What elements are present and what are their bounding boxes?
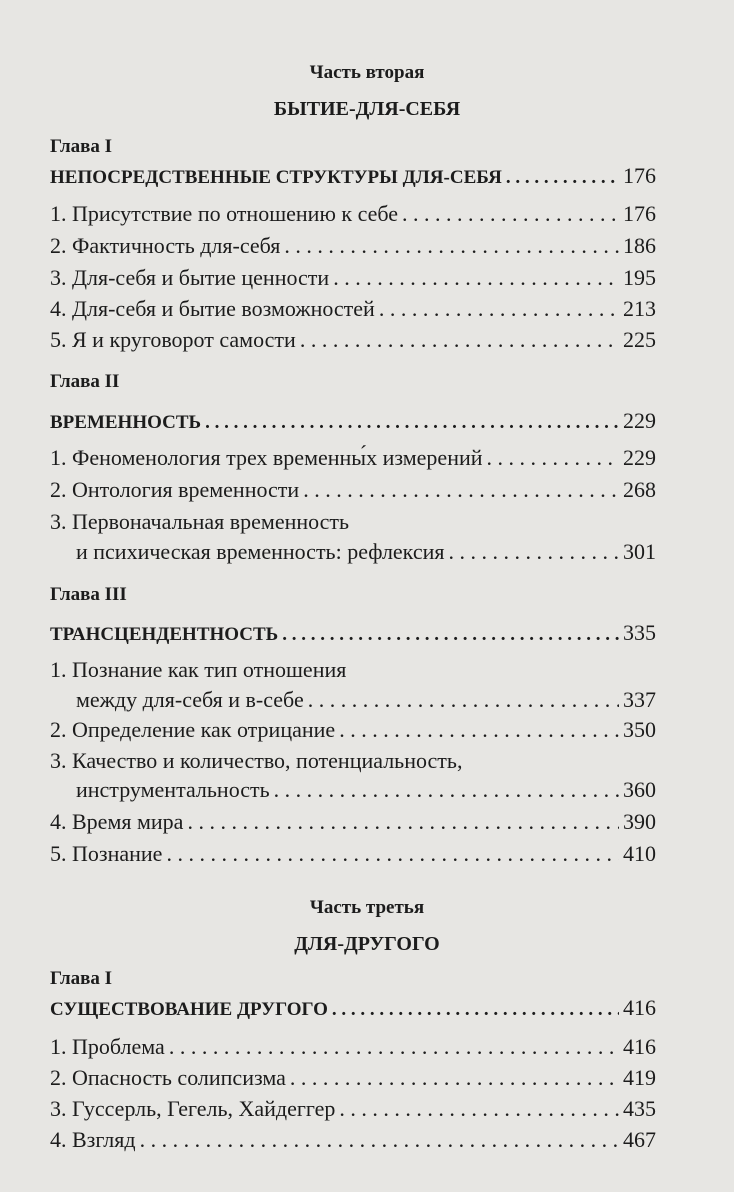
dot-leader: [379, 296, 619, 322]
chapter-title-row: [50, 995, 656, 1025]
entry-title: 4. Взгляд: [50, 1127, 136, 1152]
page-number: 186: [623, 233, 656, 258]
toc-entry: [50, 201, 656, 231]
page-number: 225: [623, 327, 656, 352]
chapter-label: Глава II: [50, 371, 120, 392]
entry-title: 3. Гуссерль, Гегель, Хайдеггер: [50, 1096, 336, 1121]
toc-entry: [50, 717, 656, 747]
dot-leader: [303, 477, 619, 503]
toc-entry: [50, 296, 656, 326]
entry-title-line2: между для-себя и в-себе: [76, 687, 304, 712]
page-number: 195: [623, 265, 656, 290]
dot-leader: [333, 265, 619, 291]
toc-entry: [50, 327, 656, 357]
dot-leader: [284, 233, 619, 259]
chapter-title-row: [50, 620, 656, 650]
entry-title-line1: 3. Первоначальная временность: [50, 509, 350, 534]
dot-leader: [300, 327, 619, 353]
entry-title-line1: 1. Познание как тип отношения: [50, 657, 347, 682]
page-number: 213: [623, 296, 656, 321]
page-number: 176: [623, 201, 656, 226]
dot-leader: [506, 167, 619, 189]
page-number: 229: [623, 408, 656, 433]
toc-entry: [50, 809, 656, 839]
chapter-title-row: [50, 163, 656, 193]
entry-title: 1. Присутствие по отношению к себе: [50, 201, 399, 226]
chapter-title: ТРАНСЦЕНДЕНТНОСТЬ: [50, 624, 279, 645]
toc-entry: [50, 1096, 656, 1126]
page-number: 467: [623, 1127, 656, 1152]
page-number: 390: [623, 809, 656, 834]
page-number: 416: [623, 1034, 656, 1059]
toc-entry: [50, 265, 656, 295]
page-number: 176: [623, 163, 656, 188]
part-label: Часть вторая: [309, 62, 425, 83]
dot-leader: [308, 687, 619, 713]
dot-leader: [402, 201, 619, 227]
page-number: 337: [623, 687, 656, 712]
toc-entry: [50, 841, 656, 871]
entry-title: 2. Определение как отрицание: [50, 717, 336, 742]
dot-leader: [274, 777, 619, 803]
toc-entry: [50, 1034, 656, 1064]
toc-entry: [50, 777, 656, 807]
part-title: ДЛЯ-ДРУГОГО: [294, 933, 440, 955]
toc-entry: [50, 477, 656, 507]
entry-title: 5. Я и круговорот самости: [50, 327, 296, 352]
part-label: Часть третья: [309, 897, 425, 918]
entry-title-line2: и психическая временность: рефлексия: [76, 539, 445, 564]
toc-entry: [50, 687, 656, 717]
entry-title: 2. Фактичность для-себя: [50, 233, 281, 258]
chapter-title-row: [50, 408, 656, 438]
entry-title: 2. Онтология временности: [50, 477, 300, 502]
entry-title: 1. Проблема: [50, 1034, 165, 1059]
page-number: 419: [623, 1065, 656, 1090]
page-number: 435: [623, 1096, 656, 1121]
page-number: 360: [623, 777, 656, 802]
entry-title: 4. Время мира: [50, 809, 184, 834]
part-title: БЫТИЕ-ДЛЯ-СЕБЯ: [273, 98, 461, 120]
page-number: 268: [623, 477, 656, 502]
dot-leader: [332, 999, 619, 1021]
toc-entry: [50, 539, 656, 569]
chapter-label: Глава III: [50, 584, 127, 605]
page-number: 410: [623, 841, 656, 866]
toc-entry: [50, 233, 656, 263]
chapter-title: СУЩЕСТВОВАНИЕ ДРУГОГО: [50, 999, 328, 1020]
chapter-label: Глава I: [50, 968, 113, 989]
dot-leader: [339, 1096, 619, 1122]
dot-leader: [339, 717, 619, 743]
dot-leader: [140, 1127, 619, 1153]
dot-leader: [282, 624, 619, 646]
entry-title-line1: 3. Качество и количество, потенциальность,: [50, 748, 463, 773]
entry-title: 3. Для-себя и бытие ценности: [50, 265, 330, 290]
dot-leader: [487, 445, 619, 471]
page-number: 335: [623, 620, 656, 645]
dot-leader: [169, 1034, 619, 1060]
dot-leader: [205, 412, 619, 434]
entry-title-line2: инструментальность: [76, 777, 270, 802]
dot-leader: [166, 841, 619, 867]
toc-entry: [50, 1065, 656, 1095]
chapter-title: ВРЕМЕННОСТЬ: [50, 412, 202, 433]
entry-title: 4. Для-себя и бытие возможностей: [50, 296, 375, 321]
chapter-label: Глава I: [50, 136, 113, 157]
toc-entry: [50, 1127, 656, 1157]
entry-title: 2. Опасность солипсизма: [50, 1065, 286, 1090]
page-number: 301: [623, 539, 656, 564]
dot-leader: [448, 539, 619, 565]
dot-leader: [187, 809, 619, 835]
entry-title: 5. Познание: [50, 841, 163, 866]
entry-title: 1. Феноменология трех временны́х измерений: [50, 445, 483, 470]
page-number: 416: [623, 995, 656, 1020]
dot-leader: [290, 1065, 619, 1091]
toc-entry: [50, 445, 656, 475]
page-number: 229: [623, 445, 656, 470]
page-number: 350: [623, 717, 656, 742]
chapter-title: НЕПОСРЕДСТВЕННЫЕ СТРУКТУРЫ ДЛЯ-СЕБЯ: [50, 167, 502, 188]
